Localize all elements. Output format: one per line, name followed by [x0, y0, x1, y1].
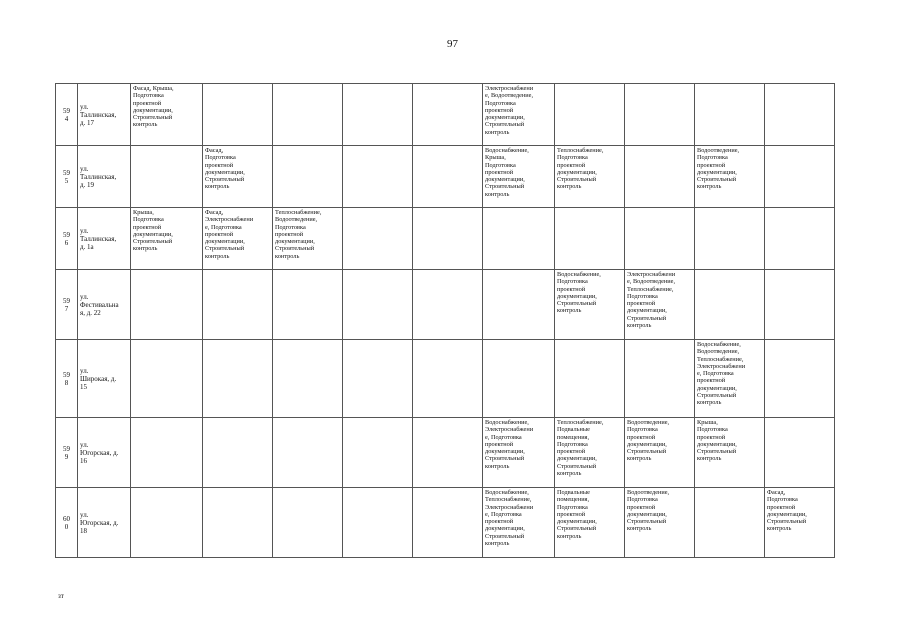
repair-schedule-table — [55, 83, 835, 558]
work-cell — [625, 488, 695, 558]
work-cell — [413, 208, 483, 270]
address-cell — [78, 340, 131, 418]
work-cell — [625, 270, 695, 340]
work-description: Теплоснабжение, Подвальные помещения, Подготовка проектной документации, Строительный контроль — [557, 419, 604, 478]
work-cell — [203, 208, 273, 270]
work-cell — [273, 488, 343, 558]
work-description: Подвальные помещения, Подготовка проектной документации, Строительный контроль — [557, 489, 597, 540]
work-cell — [273, 146, 343, 208]
work-cell — [483, 146, 555, 208]
work-cell — [483, 418, 555, 488]
work-description: Водоотведение, Подготовка проектной документации, Строительный контроль — [627, 489, 670, 533]
work-cell — [625, 84, 695, 146]
work-cell — [483, 270, 555, 340]
address: ул. Таллинская, д. 1а — [80, 226, 117, 251]
work-cell — [695, 84, 765, 146]
work-description: Фасад, Подготовка проектной документации, Строительный контроль — [205, 147, 245, 191]
table-row — [56, 270, 835, 340]
address: ул. Таллинская, д. 17 — [80, 102, 117, 127]
work-cell — [555, 270, 625, 340]
work-cell — [695, 488, 765, 558]
address-cell — [78, 270, 131, 340]
row-number: 59 7 — [63, 296, 70, 313]
work-cell — [203, 146, 273, 208]
work-description: Теплоснабжение, Подготовка проектной документации, Строительный контроль — [557, 147, 604, 191]
work-cell — [765, 418, 835, 488]
work-cell — [413, 340, 483, 418]
table-row — [56, 488, 835, 558]
table-body — [56, 84, 835, 558]
row-number: 59 5 — [63, 168, 70, 185]
work-cell — [413, 418, 483, 488]
work-cell — [273, 270, 343, 340]
work-cell — [273, 340, 343, 418]
work-cell — [203, 488, 273, 558]
work-cell — [131, 208, 203, 270]
table-row — [56, 340, 835, 418]
work-cell — [765, 146, 835, 208]
work-cell — [343, 418, 413, 488]
work-cell — [343, 146, 413, 208]
row-number-cell — [56, 488, 78, 558]
row-number: 59 8 — [63, 370, 70, 387]
row-number-cell — [56, 270, 78, 340]
work-cell — [203, 84, 273, 146]
row-number: 59 6 — [63, 230, 70, 247]
work-cell — [131, 418, 203, 488]
work-description: Водоотведение, Подготовка проектной документации, Строительный контроль — [697, 147, 740, 191]
row-number: 59 4 — [63, 106, 70, 123]
work-cell — [765, 84, 835, 146]
work-description: Водоотведение, Подготовка проектной документации, Строительный контроль — [627, 419, 670, 463]
row-number: 60 0 — [63, 514, 70, 531]
address: ул. Югорская, д. 18 — [80, 510, 119, 535]
work-cell — [343, 340, 413, 418]
work-cell — [343, 270, 413, 340]
work-description: Водоснабжение, Подготовка проектной документации, Строительный контроль — [557, 271, 601, 315]
work-cell — [483, 208, 555, 270]
work-cell — [273, 208, 343, 270]
row-number-cell — [56, 340, 78, 418]
work-cell — [555, 340, 625, 418]
work-cell — [765, 488, 835, 558]
work-cell — [203, 340, 273, 418]
work-description: Крыша, Подготовка проектной документации, Строительный контроль — [133, 209, 173, 253]
work-cell — [765, 208, 835, 270]
address: ул. Фестивальна я, д. 22 — [80, 292, 119, 317]
table-row — [56, 146, 835, 208]
row-number: 59 9 — [63, 444, 70, 461]
address-cell — [78, 146, 131, 208]
work-cell — [625, 208, 695, 270]
row-number-cell — [56, 208, 78, 270]
work-cell — [343, 488, 413, 558]
work-cell — [555, 146, 625, 208]
work-cell — [413, 146, 483, 208]
work-cell — [343, 84, 413, 146]
work-description: Крыша, Подготовка проектной документации, Строительный контроль — [697, 419, 737, 463]
work-cell — [555, 208, 625, 270]
work-description: Водоснабжение, Водоотведение, Теплоснабжение, Электроснабжени е, Подготовка проектной документации, Строительный контроль — [697, 341, 746, 407]
work-cell — [203, 418, 273, 488]
work-cell — [131, 488, 203, 558]
table-row — [56, 418, 835, 488]
work-cell — [131, 340, 203, 418]
work-cell — [625, 340, 695, 418]
work-description: Теплоснабжение, Водоотведение, Подготовка проектной документации, Строительный контроль — [275, 209, 322, 260]
table-row — [56, 208, 835, 270]
work-description: Электроснабжени е, Водоотведение, Подготовка проектной документации, Строительный контроль — [485, 85, 534, 136]
work-cell — [343, 208, 413, 270]
work-description: Водоснабжение, Электроснабжени е, Подготовка проектной документации, Строительный контроль — [485, 419, 534, 470]
work-cell — [695, 146, 765, 208]
work-cell — [203, 270, 273, 340]
address: ул. Югорская, д. 16 — [80, 440, 119, 465]
address: ул. Таллинская, д. 19 — [80, 164, 117, 189]
work-cell — [695, 418, 765, 488]
work-cell — [555, 84, 625, 146]
table-row — [56, 84, 835, 146]
work-cell — [131, 270, 203, 340]
work-cell — [555, 418, 625, 488]
work-cell — [625, 418, 695, 488]
work-description: Электроснабжени е, Водоотведение, Теплоснабжение, Подготовка проектной документации, Строительный контроль — [627, 271, 676, 330]
work-cell — [625, 146, 695, 208]
work-cell — [131, 84, 203, 146]
work-cell — [765, 340, 835, 418]
work-cell — [695, 208, 765, 270]
work-cell — [695, 270, 765, 340]
page-number: 97 — [447, 38, 458, 50]
address-cell — [78, 488, 131, 558]
address-cell — [78, 418, 131, 488]
work-cell — [413, 270, 483, 340]
work-cell — [555, 488, 625, 558]
work-cell — [131, 146, 203, 208]
work-description: Водоснабжение, Крыша, Подготовка проектной документации, Строительный контроль — [485, 147, 529, 198]
address-cell — [78, 84, 131, 146]
work-cell — [273, 84, 343, 146]
footer-code: зт — [58, 592, 64, 600]
work-description: Фасад, Крыша, Подготовка проектной документации, Строительный контроль — [133, 85, 174, 129]
row-number-cell — [56, 146, 78, 208]
work-cell — [273, 418, 343, 488]
work-cell — [413, 488, 483, 558]
work-description: Фасад, Подготовка проектной документации, Строительный контроль — [767, 489, 807, 533]
row-number-cell — [56, 418, 78, 488]
work-description: Водоснабжение, Теплоснабжение, Электроснабжени е, Подготовка проектной документации, Строительный контроль — [485, 489, 534, 548]
work-cell — [483, 488, 555, 558]
work-cell — [413, 84, 483, 146]
work-cell — [695, 340, 765, 418]
address-cell — [78, 208, 131, 270]
work-cell — [483, 340, 555, 418]
row-number-cell — [56, 84, 78, 146]
work-description: Фасад, Электроснабжени е, Подготовка проектной документации, Строительный контроль — [205, 209, 254, 260]
work-cell — [483, 84, 555, 146]
work-cell — [765, 270, 835, 340]
address: ул. Широкая, д. 15 — [80, 366, 117, 391]
